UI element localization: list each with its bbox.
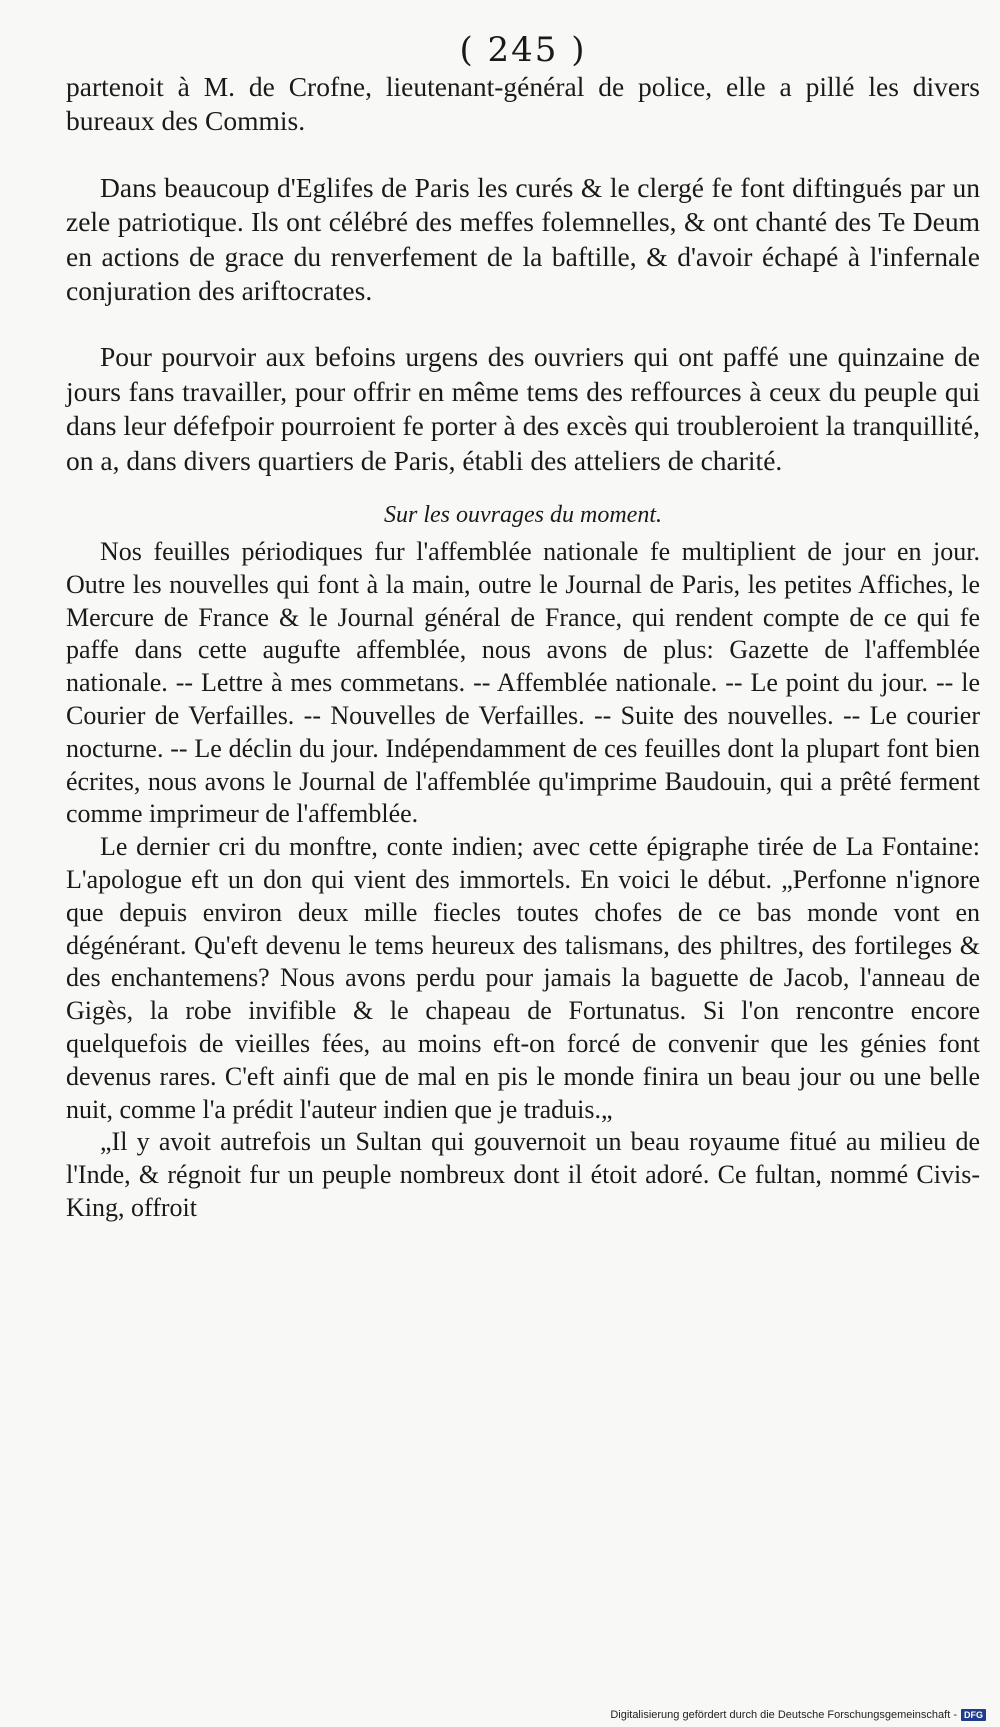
section-heading: Sur les ouvrages du moment.: [384, 502, 662, 529]
paragraph-churches: Dans beaucoup d'Eglifes de Paris les curés & le clergé fe font diftingués par un zele patriotique. Ils ont célébré des meffes folemnelles, & ont chanté des Te Deum en actions de grace du renverfement de la baftille, & d'avoir échapé à l'infernale conjuration des ariftocrates.: [66, 171, 980, 307]
footer-text: Digitalisierung gefördert durch die Deutsche Forschungsgemeinschaft -: [610, 1709, 957, 1721]
paragraph-workers: Pour pourvoir aux befoins urgens des ouvriers qui ont paffé une quinzaine de jours fans travailler, pour offrir en même tems des reffources à ceux du peuple qui dans leur défefpoir pourroient fe porter à des excès qui troubleroient la tranquillité, on a, dans divers quartiers de Paris, établi des atteliers de charité.: [66, 341, 980, 476]
paragraph-sultan: „Il y avoit autrefois un Sultan qui gouvernoit un beau royaume fitué au milieu de l'Inde, & régnoit fur un peuple nombreux dont il étoit adoré. Ce fultan, nommé Civis-King, offroit: [66, 1127, 980, 1222]
dfg-logo: DFG: [961, 1709, 986, 1721]
paragraph-continuation: partenoit à M. de Crofne, lieutenant-général de police, elle a pillé les divers bureaux des Commis.: [66, 71, 980, 137]
paragraph-periodicals: Nos feuilles périodiques fur l'affemblée nationale fe multiplient de jour en jour. Outre les nouvelles qui font à la main, outre le Journal de Paris, les petites Affiches, le Mercure de France & le Journal général de France, qui rendent compte de ce qui fe paffe dans cette augufte affemblée, nous avons de plus: Gazette de l'affemblée nationale. -- Lettre à mes commetans. -- Affemblée nationale. -- Le point du jour. -- le Courier de Verfailles. -- Nouvelles de Verfailles. -- Suite des nouvelles. -- Le courier nocturne. -- Le déclin du jour. Indépendamment de ces feuilles dont la plupart font bien écrites, nous avons le Journal de l'affemblée qu'imprime Baudouin, qui a prêté ferment comme imprimeur de l'affemblée.: [66, 537, 980, 829]
page-number: ( 245 ): [459, 30, 587, 70]
digitization-footer: [610, 1709, 986, 1721]
paragraph-conte-indien: Le dernier cri du monftre, conte indien; avec cette épigraphe tirée de La Fontaine: L'apologue eft un don qui vient des immortels. En voici le début. „Perfonne n'ignore que depuis environ deux mille fiecles toutes chofes de ce bas monde vont en dégénérant. Qu'eft devenu le tems heureux des talismans, des philtres, des fortileges & des enchantemens? Nous avons perdu pour jamais la baguette de Jacob, l'anneau de Gigès, la robe invifible & le chapeau de Fortunatus. Si l'on rencontre encore quelquefois de vieilles fées, au moins eft-on forcé de convenir que les génies font devenus rares. C'eft ainfi que de mal en pis le monde finira un beau jour ou une belle nuit, comme l'a prédit l'auteur indien que je traduis.„: [66, 832, 980, 1124]
